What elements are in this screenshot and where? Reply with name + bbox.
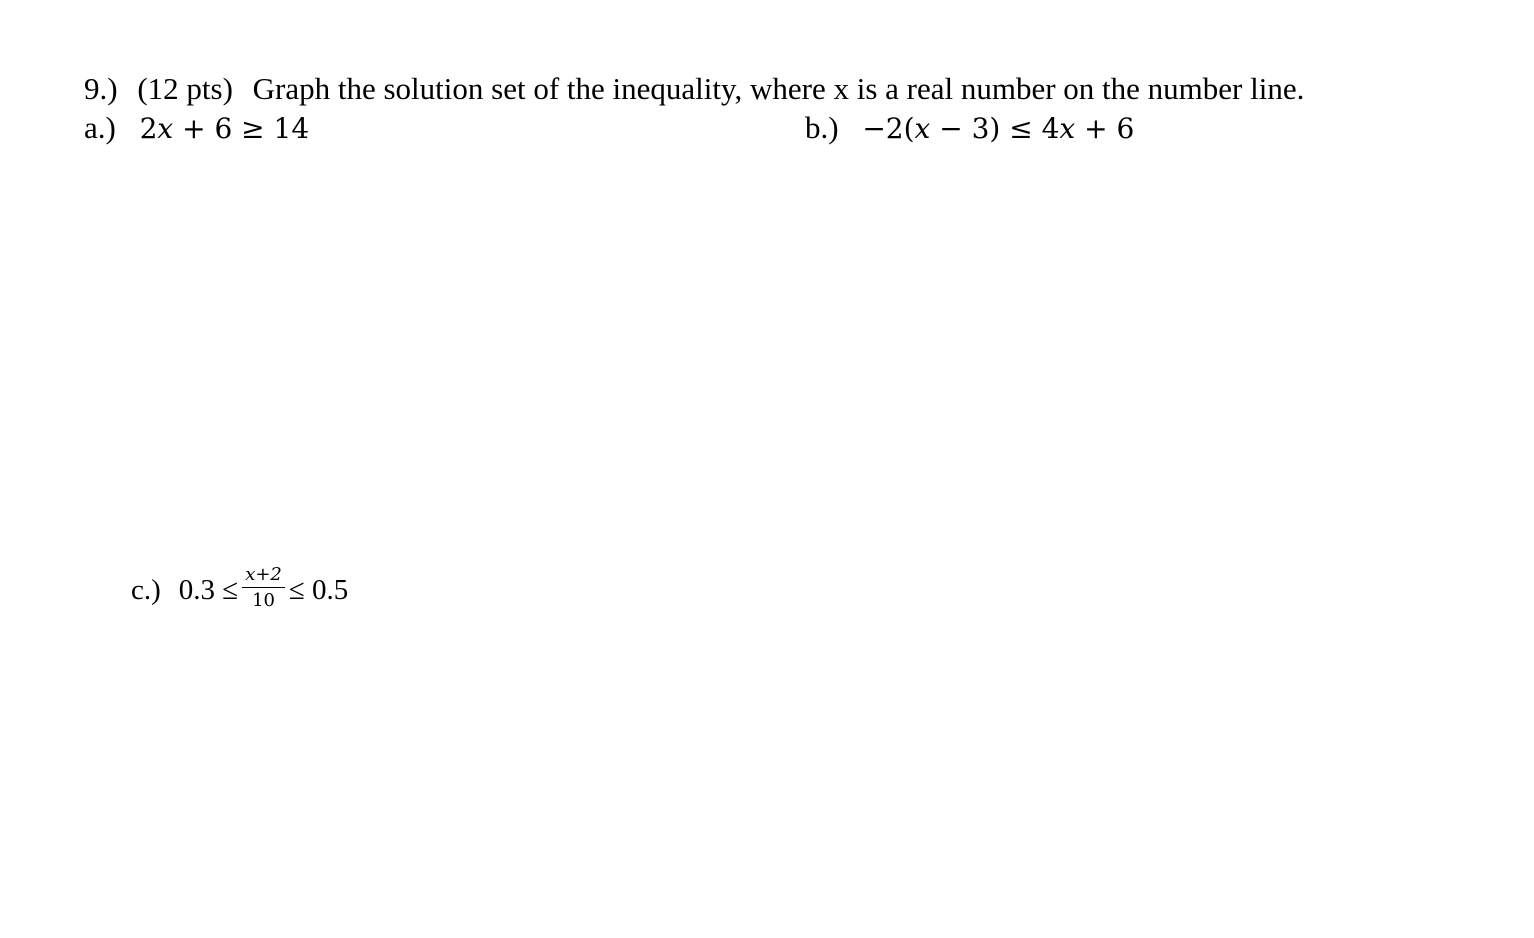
part-c-label: c.) bbox=[131, 573, 161, 606]
question-prompt: Graph the solution set of the inequality, where x is a real number on the number line. bbox=[252, 71, 1305, 106]
part-c-left-bound: 0.3 ≤ bbox=[178, 573, 239, 606]
fraction-numerator: x+2 bbox=[242, 565, 285, 588]
part-c-fraction bbox=[242, 565, 285, 611]
part-a-label: a.) bbox=[84, 110, 116, 145]
part-a bbox=[84, 110, 309, 147]
part-b-label: b.) bbox=[805, 110, 839, 145]
part-a-inequality: 2𝑥 + 6 ≥ 14 bbox=[139, 112, 310, 145]
fraction-denominator: 10 bbox=[252, 590, 275, 611]
question-number: 9.) bbox=[84, 71, 118, 106]
part-b bbox=[805, 110, 1134, 147]
question-points: (12 pts) bbox=[137, 71, 233, 106]
question-header bbox=[84, 71, 1304, 107]
part-c bbox=[131, 560, 348, 620]
part-b-inequality: −2(𝑥 − 3) ≤ 4𝑥 + 6 bbox=[862, 112, 1135, 145]
part-c-right-bound: ≤ 0.5 bbox=[288, 573, 349, 606]
